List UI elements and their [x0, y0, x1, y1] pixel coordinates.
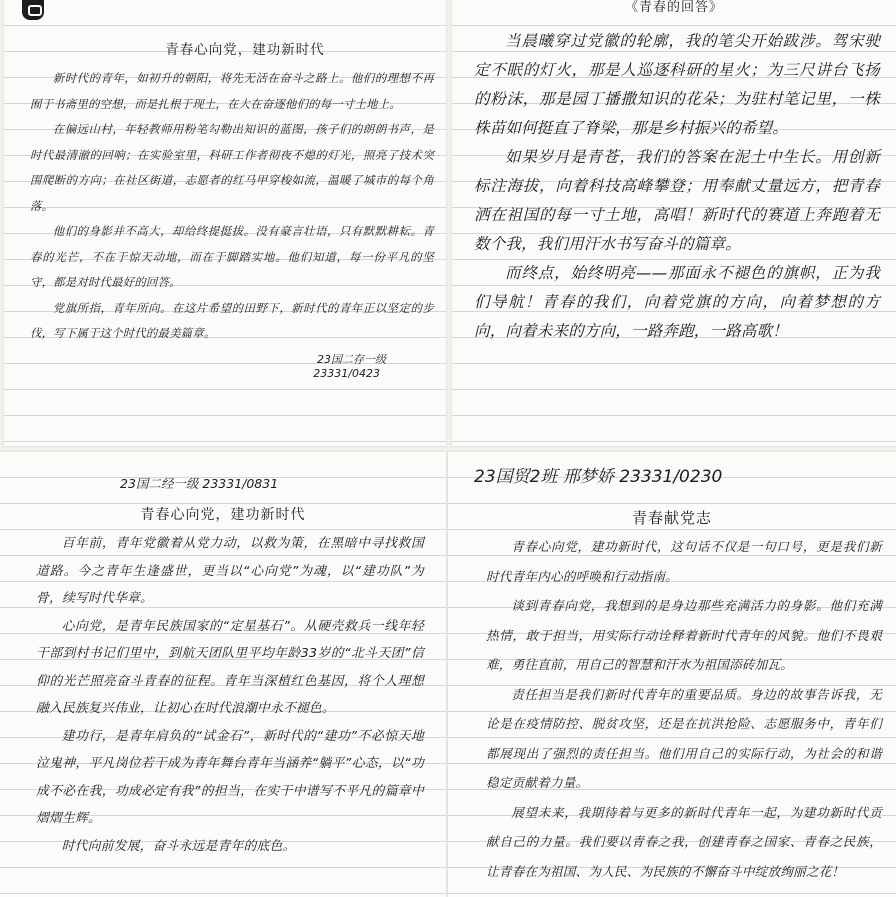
essay-paragraph: 展望未来，我期待着与更多的新时代青年一起，为建功新时代贡献自己的力量。我们要以青春之我，创建青春之国家、青春之民族，让青春在为祖国、为人民、为民族的不懈奋斗中绽放绚丽之花！ [486, 804, 882, 879]
signature-class: 23国二存一级 [317, 352, 386, 366]
author-header: 23国贸2班 邢梦娇 23331/0230 [474, 467, 723, 487]
essay-paragraph: 时代向前发展，奋斗永远是青年的底色。 [61, 838, 296, 854]
author-header: 23国二经一级 23331/0831 [120, 476, 279, 491]
essay-body [452, 27, 896, 346]
essay-paragraph: 而终点，始终明亮——那面永不褪色的旗帜，正为我们导航！青春的我们，向着党旗的方向，向着梦想的方向，向着未来的方向，一路奔跑，一路高歌！ [474, 264, 880, 340]
essay-paragraph: 党旗所指，青年所向。在这片希望的田野下，新时代的青年正以坚定的步伐，写下属于这个时代的最美篇章。 [30, 300, 434, 340]
essay-paragraph: 他们的身影并不高大，却给终提挺拔。没有豪言壮语，只有默默耕耘。青春的光芒，不在于惊天动地，而在于脚踏实地。他们知道，每一份平凡的坚守，都是对时代最好的回答。 [30, 224, 434, 289]
essay-page-bottom-left [0, 452, 446, 897]
essay-paragraph: 心向党，是青年民族国家的“定星基石”。从硬壳救兵一线年轻干部到村书记们里中，到航天团队里平均年龄33岁的“北斗天团”信仰的光芒照亮奋斗青春的征程。青年当深植红色基因，将个人理想融入民族复兴伟业，让初心在时代浪潮中永不褪色。 [36, 618, 424, 716]
essay-body [448, 532, 896, 886]
school-logo-icon [22, 0, 44, 20]
essay-page-bottom-right [448, 452, 896, 897]
essay-page-top-left [4, 0, 446, 446]
essay-paragraph: 百年前，青年党徽着从党力动，以救为策，在黑暗中寻找救国道路。今之青年生逢盛世，更当以“心向党”为魂，以“建功队”为骨，续写时代华章。 [36, 536, 424, 606]
essay-paragraph: 青春心向党，建功新时代，这句话不仅是一句口号，更是我们新时代青年内心的呼唤和行动指南。 [486, 539, 882, 584]
essay-paragraph: 建功行，是青年肩负的“试金石”，新时代的“建功”不必惊天地泣鬼神，平凡岗位若干成为青年舞台青年当涵养“躺平”心态，以“功成不必在我，功成必定有我”的担当，在实干中谱写不平凡的篇章中熠熠生辉。 [36, 728, 424, 826]
essay-paragraph: 新时代的青年，如初升的朝阳，将先无活在奋斗之路上。他们的理想不再囿于书斋里的空想，而是扎根于现土，在大在奋逐他们的每一寸土地上。 [30, 71, 434, 111]
essay-paragraph: 责任担当是我们新时代青年的重要品质。身边的故事告诉我，无论是在疫情防控、脱贫攻坚，还是在抗洪抢险、志愿服务中，青年们都展现出了强烈的责任担当。他们用自己的实际行动，为社会的和谐稳定贡献着力量。 [486, 686, 882, 790]
essay-title: 青春心向党，建功新时代 [165, 42, 325, 58]
essay-paragraph: 谈到青春向党，我想到的是身边那些充满活力的身影。他们充满热情，敢于担当，用实际行动诠释着新时代青年的风貌。他们不畏艰难，勇往直前，用自己的智慧和汗水为祖国添砖加瓦。 [486, 598, 882, 672]
essay-paragraph: 如果岁月是青苍，我们的答案在泥土中生长。用创新标注海拔，向着科技高峰攀登；用奉献丈量远方，把青春洒在祖国的每一寸土地，高唱！新时代的赛道上奔跑着无数个我，我们用汗水书写奋斗的篇章。 [474, 148, 880, 253]
essay-title: 青春心向党，建功新时代 [140, 507, 306, 523]
essay-body [0, 530, 446, 860]
essay-paragraph: 当晨曦穿过党徽的轮廓，我的笔尖开始跋涉。驾宋驶定不眠的灯火，那是人巡逐科研的星火；为三尺讲台飞扬的粉沫，那是园丁播撒知识的花朵；为驻村笔记里，一株株苗如何挺直了脊梁，那是乡村振兴的希望。 [474, 32, 880, 137]
signature-id: 23331/0423 [313, 366, 380, 380]
essay-title: 《青春的回答》 [624, 0, 723, 15]
essay-paragraph: 在偏远山村，年轻教师用粉笔勾勒出知识的蓝图，孩子们的朗朗书声，是时代最清澈的回响；在实验室里，科研工作者彻夜不熄的灯光，照亮了技术突围爬断的方向；在社区街道，志愿者的红马甲穿梭如流，温暖了城市的每个角落。 [30, 122, 434, 213]
essay-title: 青春献党志 [631, 509, 712, 527]
essay-body [4, 66, 446, 347]
essay-page-top-right [452, 0, 896, 446]
